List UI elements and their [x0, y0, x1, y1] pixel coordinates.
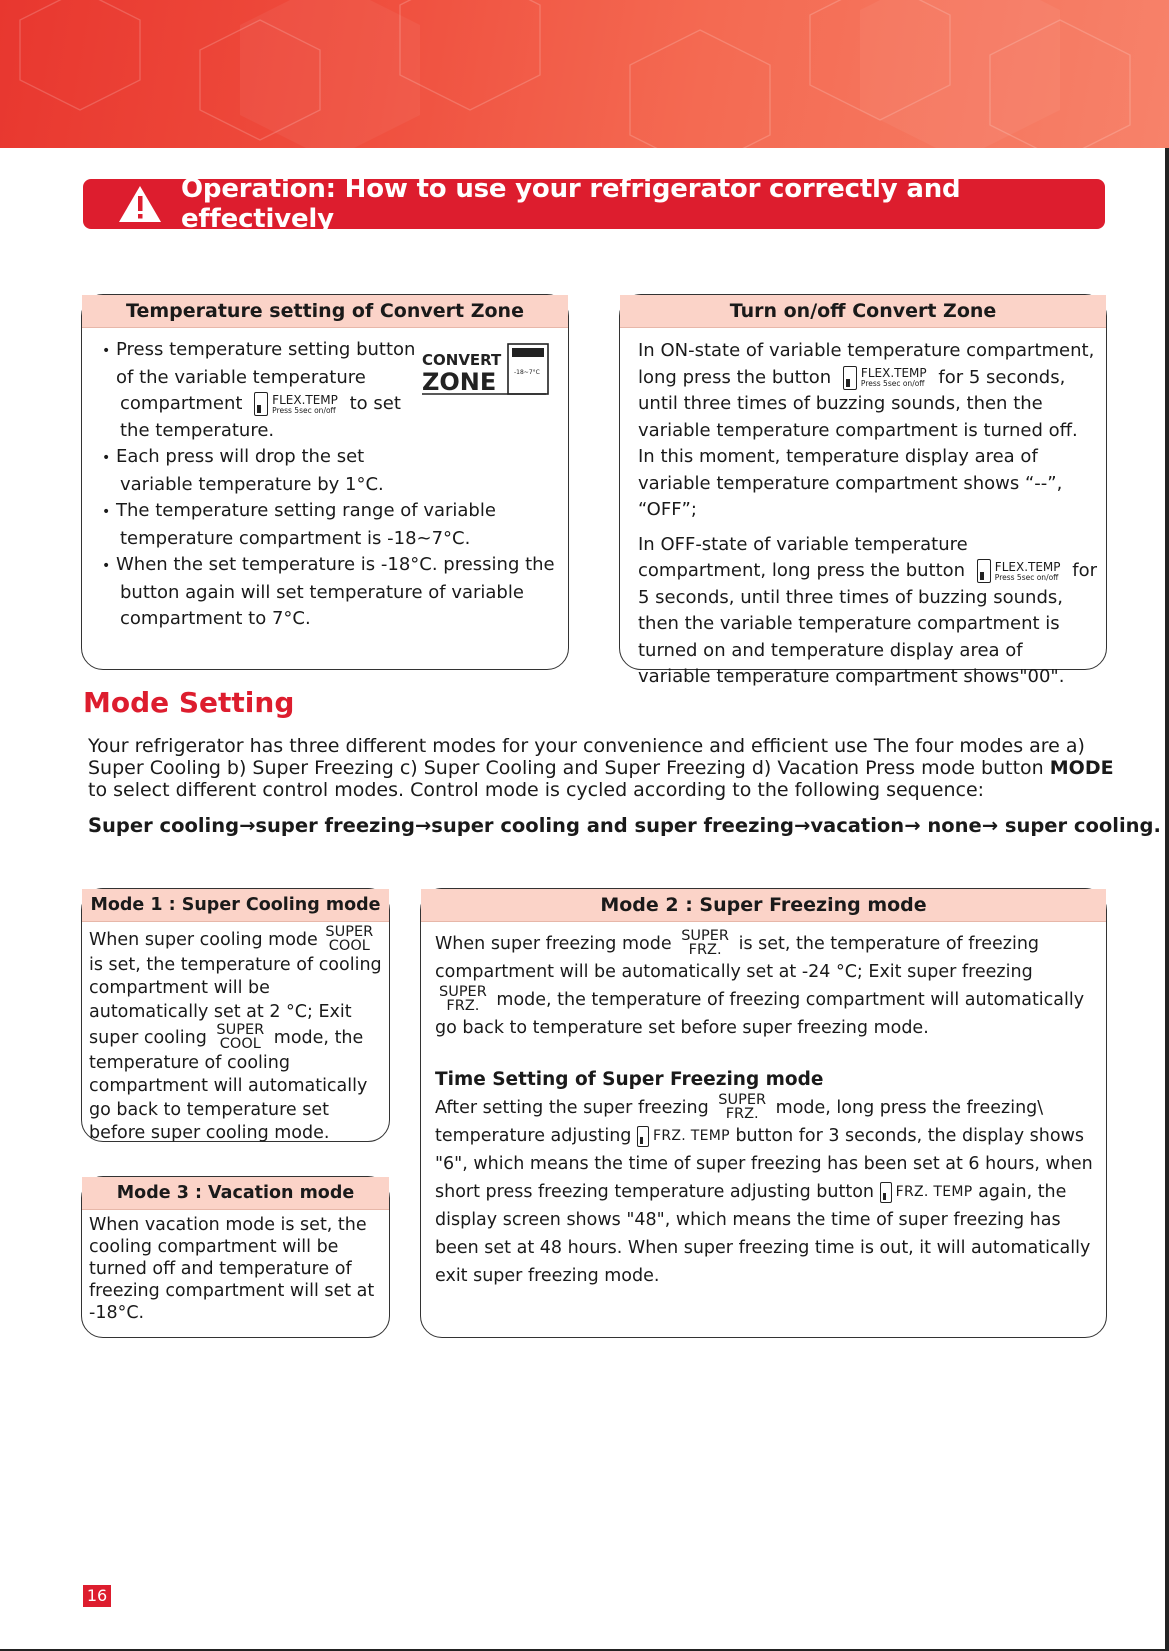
mode-setting-heading: Mode Setting	[83, 686, 295, 719]
panel-word-convert: CONVERT	[422, 351, 502, 369]
super-cool-icon: SUPER COOL	[216, 1022, 265, 1052]
panel-word-zone: ZONE	[422, 368, 497, 396]
mode-button-name: MODE	[1049, 757, 1114, 779]
bullet-continuation: of the variable temperature	[116, 366, 366, 388]
on-state-paragraph: In ON-state of variable temperature compartment, long press the button FLEX.TEMP Press 5sec on/off for 5 seconds, until three times of buzzing sounds, then the variable temperature compartment is turned off. In this moment, temperature display area of variable temperature compartment shows “--”, “OFF”;	[638, 340, 1095, 520]
mode3-box	[81, 1176, 390, 1338]
turn-on-off-box	[619, 294, 1107, 687]
flex-temp-button-icon: FLEX.TEMP Press 5sec on/off	[254, 392, 338, 416]
super-frz-icon: SUPER FRZ.	[681, 928, 729, 958]
super-freezing-paragraph: When super freezing mode SUPER FRZ. is set, the temperature of freezing compartment will be automatically set at -24 °C; Exit super freezing SUPER FRZ. mode, the temperature of freezing compartment will automatically go back to temperature set before super freezing mode.	[435, 928, 1085, 1038]
bullet-item: • The temperature setting range of variable temperature compartment is -18~7°C.	[88, 498, 540, 552]
section-title: Operation: How to use your refrigerator correctly and effectively	[181, 174, 961, 234]
warning-triangle-icon	[117, 184, 163, 224]
convert-zone-panel-icon	[420, 340, 552, 398]
panel-temp-range: -18~7°C	[514, 369, 540, 376]
frz-temp-button-icon: FRZ. TEMP	[880, 1178, 973, 1206]
box-title: Turn on/off Convert Zone	[620, 295, 1106, 328]
bullet-continuation: the temperature.	[120, 419, 275, 441]
top-banner	[0, 0, 1169, 148]
box-title: Mode 3 : Vacation mode	[82, 1177, 389, 1210]
bullet-item: • Each press will drop the set variable temperature by 1°C.	[88, 444, 420, 498]
box-title: Temperature setting of Convert Zone	[82, 295, 568, 328]
frz-temp-button-icon: FRZ. TEMP	[637, 1122, 730, 1150]
time-setting-subtitle: Time Setting of Super Freezing mode	[435, 1069, 824, 1090]
mode3-body: When vacation mode is set, the cooling compartment will be turned off and temperature of freezing compartment will set at -18°C.	[89, 1215, 375, 1323]
hexagon-pattern	[0, 0, 1169, 148]
mode2-box	[420, 888, 1107, 1338]
super-frz-icon: SUPER FRZ.	[718, 1092, 767, 1122]
bullet-continuation: compartment FLEX.TEMP Press 5sec on/off to set	[120, 392, 401, 415]
mode-setting-paragraph: Your refrigerator has three different modes for your convenience and efficient use The four modes are a) Super Cooling b) Super Freezing c) Super Cooling and Super Freezing d) Vacation Press mode button MODE to select different control modes. Control mode is cycled according to the following sequence:	[88, 735, 1114, 801]
box-title: Mode 2 : Super Freezing mode	[421, 889, 1106, 922]
time-setting-paragraph: After setting the super freezing SUPER FRZ. mode, long press the freezing\ temperature adjusting FRZ. TEMP button for 3 seconds, the display shows "6", which means the time of super freezing has been set at 6 hours, when short press freezing temperature adjusting button FRZ. TEMP again, the display screen shows "48", which means the time of super freezing has been set at 48 hours. When super freezing time is out, it will automatically exit super freezing mode.	[435, 1092, 1093, 1286]
page-edge	[1165, 148, 1169, 1651]
mode-sequence: Super cooling→super freezing→super cooling and super freezing→vacation→ none→ super cooling.	[88, 814, 1161, 837]
flex-temp-button-icon: FLEX.TEMP Press 5sec on/off	[977, 559, 1061, 583]
bullet-item: • When the set temperature is -18°C. pressing the button again will set temperature of variable compartment to 7°C.	[88, 552, 560, 633]
section-title-bar	[83, 174, 1105, 234]
super-cool-icon: SUPER COOL	[325, 924, 374, 954]
super-frz-icon: SUPER FRZ.	[439, 984, 487, 1014]
mode1-box: Mode 1 : Super Cooling mode When super cooling mode SUPER COOL is set, the temperature of cooling compartment will be automatically set at 2 °C; Exit super cooling SUPER COOL mode, the temperature of cooling compartment will automatically go back to temperature set before super cooling mode.	[81, 888, 390, 1142]
flex-temp-button-icon: FLEX.TEMP Press 5sec on/off	[843, 366, 927, 390]
off-state-paragraph: In OFF-state of variable temperature compartment, long press the button FLEX.TEMP Press 5sec on/off for 5 seconds, until three times of buzzing sounds, then the variable temperature compartment is turned on and temperature display area of variable temperature compartment shows"00".	[638, 533, 1097, 687]
bullet-item: • Press temperature setting button	[88, 337, 558, 365]
page-number: 16	[83, 1585, 111, 1607]
box-title: Mode 1 : Super Cooling mode	[82, 889, 389, 922]
